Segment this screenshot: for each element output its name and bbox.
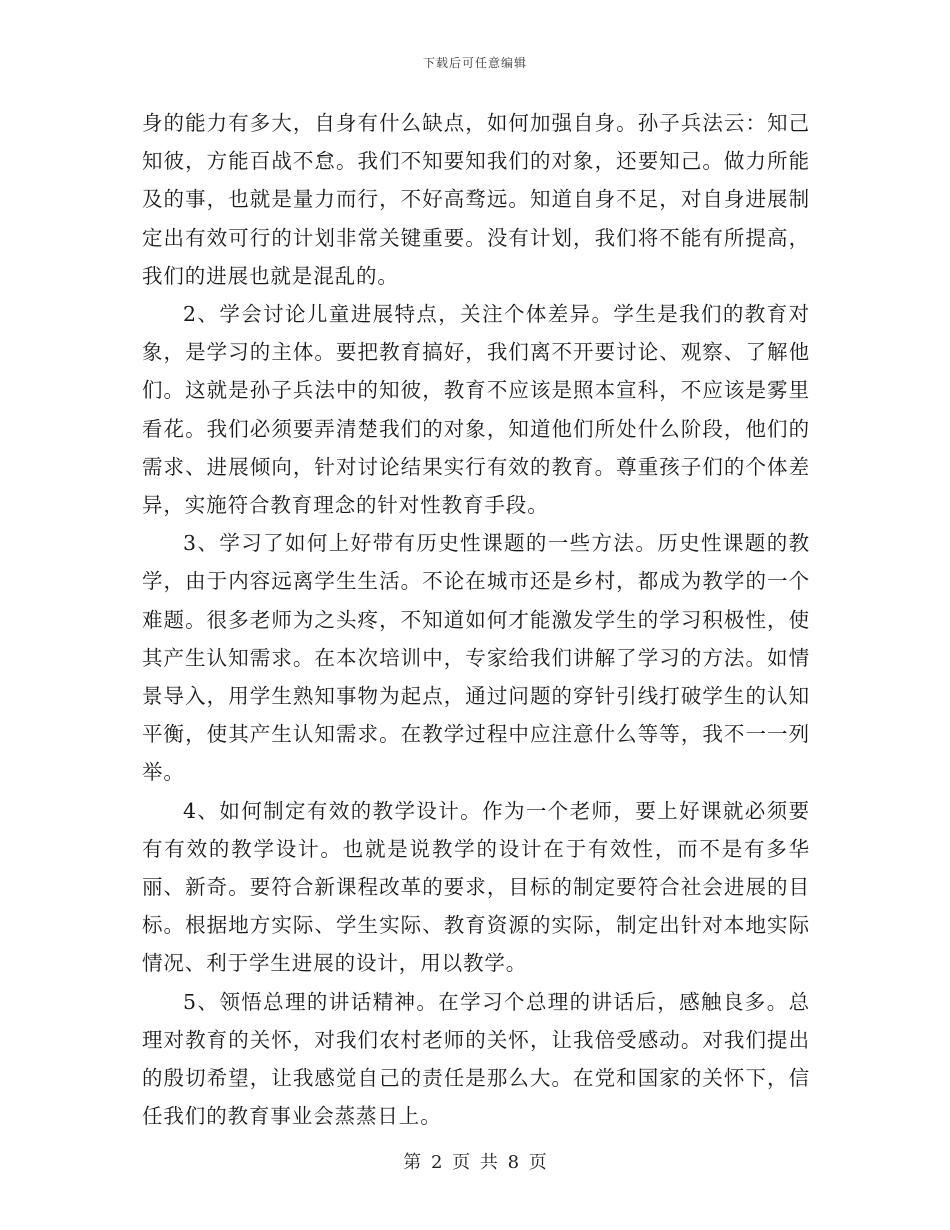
page-number-footer: 第 2 页 共 8 页 — [403, 1152, 547, 1173]
document-body — [142, 104, 810, 1135]
paragraph-item-3: 3、学习了如何上好带有历史性课题的一些方法。历史性课题的教学，由于内容远离学生生活。不论在城市还是乡村，都成为教学的一个难题。很多老师为之头疼，不知道如何才能激发学生的学习积极性，使其产生认知需求。在本次培训中，专家给我们讲解了学习的方法。如情景导入，用学生熟知事物为起点，通过问题的穿针引线打破学生的认知平衡，使其产生认知需求。在教学过程中应注意什么等等，我不一一列举。 — [142, 531, 810, 785]
page-header: 下载后可任意编辑 — [422, 56, 527, 70]
paragraph-item-4: 4、如何制定有效的教学设计。作为一个老师，要上好课就必须要有有效的教学设计。也就是说教学的设计在于有效性，而不是有多华丽、新奇。要符合新课程改革的要求，目标的制定要符合社会进展的目标。根据地方实际、学生实际、教育资源的实际，制定出针对本地实际情况、利于学生进展的设计，用以教学。 — [142, 798, 810, 976]
paragraph-item-2: 2、学会讨论儿童进展特点，关注个体差异。学生是我们的教育对象，是学习的主体。要把教育搞好，我们离不开要讨论、观察、了解他们。这就是孙子兵法中的知彼，教育不应该是照本宣科，不应该是雾里看花。我们必须要弄清楚我们的对象，知道他们所处什么阶段，他们的需求、进展倾向，针对讨论结果实行有效的教育。尊重孩子们的个体差异，实施符合教育理念的针对性教育手段。 — [142, 302, 810, 518]
paragraph-item-5: 5、领悟总理的讲话精神。在学习个总理的讲话后，感触良多。总理对教育的关怀，对我们农村老师的关怀，让我倍受感动。对我们提出的殷切希望，让我感觉自己的责任是那么大。在党和国家的关怀下，信任我们的教育事业会蒸蒸日上。 — [142, 989, 810, 1129]
paragraph-continuation: 身的能力有多大，自身有什么缺点，如何加强自身。孙子兵法云：知己知彼，方能百战不怠。我们不知要知我们的对象，还要知己。做力所能及的事，也就是量力而行，不好高骛远。知道自身不足，对自身进展制定出有效可行的计划非常关键重要。没有计划，我们将不能有所提高，我们的进展也就是混乱的。 — [142, 111, 810, 288]
